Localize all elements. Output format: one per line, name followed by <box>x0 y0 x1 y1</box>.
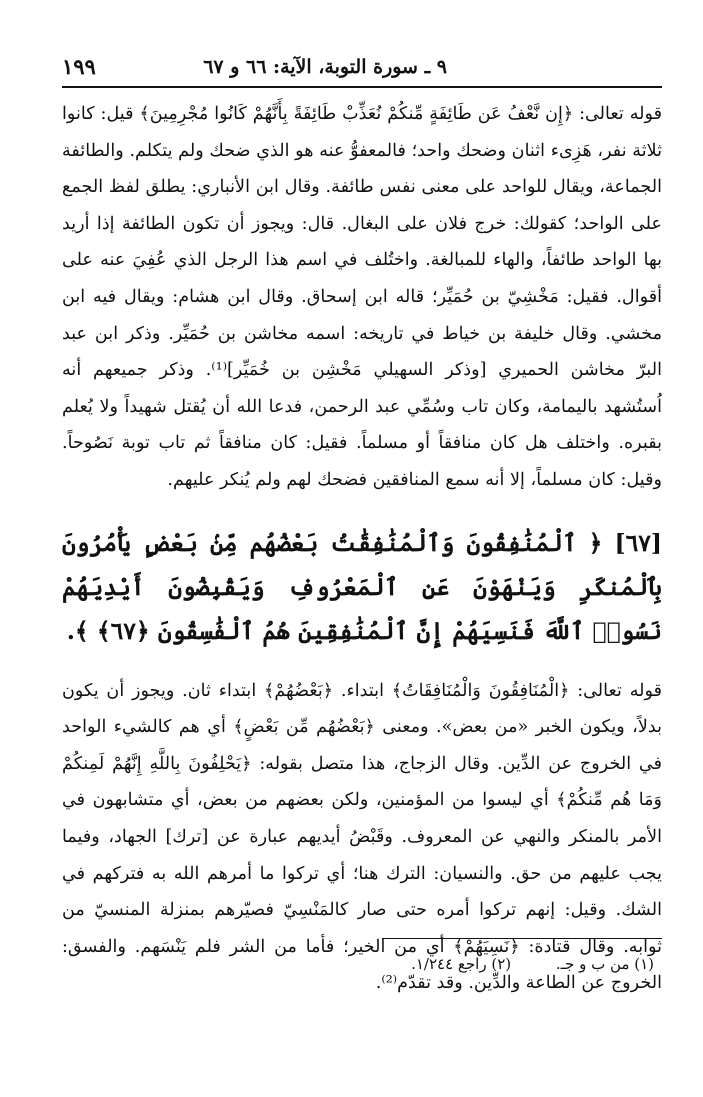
page-header <box>62 52 662 88</box>
commentary-verse-66 <box>62 96 662 499</box>
page <box>62 52 662 1002</box>
running-title: ٩ ـ سورة التوبة، الآية: ٦٦ و ٦٧ <box>203 56 447 78</box>
footnote-divider <box>382 938 662 939</box>
paragraph: قوله تعالى: ﴿الْمُنَافِقُونَ وَالْمُنَافِقَاتُ﴾ ابتداء. ﴿بَعْضُهُمْ﴾ ابتداء ثان. ويجوز أن يكون بدلاً، ويكون الخبر «من بعض». ومعنى ﴿بَعْضُهُم مِّن بَعْضٍ﴾ أي هم كالشيء الواحد في الخروج عن الدِّين. وقال الزجاج، هذا متصل بقوله: ﴿يَحْلِفُونَ بِاللَّهِ إِنَّهُمْ لَمِنكُمْ وَمَا هُم مِّنكُمْ﴾ أي ليسوا من المؤمنين، ولكن بعضهم من بعض، أي متشابهون في الأمر بالمنكر والنهي عن المعروف. وقَبْضُ أيديهم عبارة عن [ترك] الجهاد، وفيما يجب عليهم من حق. والنسيان: الترك هنا؛ أي تركوا ما أمرهم الله به فتركهم في الشك. وقيل: إنهم تركوا أمره حتى صار كالمَنْسِيّ فصيّرهم بمنزلة المنسيّ من ثوابه. وقال قتادة: ﴿نَسِيَهُمْ﴾ أي من الخير؛ فأما من الشر فلم يَنْسَهم. والفسق: الخروج عن الطاعة والدِّين. وقد تقدّم⁽²⁾. <box>62 680 662 994</box>
paragraph: قوله تعالى: ﴿إِن نَّعْفُ عَن طَائِفَةٍ مِّنكُمْ نُعَذِّبْ طَائِفَةً بِأَنَّهُمْ كَانُوا مُجْرِمِينَ﴾ قيل: كانوا ثلاثة نفر، هَزِىء اثنان وضحك واحد؛ فالمعفوُّ عنه هو الذي ضحك ولم يتكلم. والطائفة الجماعة، ويقال للواحد على معنى نفس طائفة. وقال ابن الأنباري: يطلق لفظ الجمع على الواحد؛ كقولك: خرج فلان على البغال. قال: ويجوز أن تكون الطائفة إذا أريد بها الواحد طائفاً، والهاء للمبالغة. واختُلف في اسم هذا الرجل الذي عُفِيَ عنه على أقوال. فقيل: مَخْشِيّ بن حُمَيِّر؛ قاله ابن إسحاق. وقال ابن هشام: ويقال فيه ابن مخشي. وقال خليفة بن خياط في تاريخه: اسمه مخاشن بن حُمَيِّر. وذكر ابن عبد البرّ مخاشن الحميري [وذكر السهيلي مَخْشِن بن خُمَيِّر]⁽¹⁾. وذكر جميعهم أنه اُستُشهد باليمامة، وكان تاب وسُمِّي عبد الرحمن، فدعا الله أن يُقتل شهيداً ولا يُعلم بقبره. واختلف هل كان منافقاً أو مسلماً. فقيل: كان منافقاً ثم تاب توبة نَصُوحاً. وقيل: كان مسلماً، إلا أنه سمع المنافقين فضحك لهم ولم يُنكر عليهم. <box>62 104 662 490</box>
footnote-2: (٢) راجع ١/٢٤٤. <box>411 955 512 973</box>
quran-verse-67: [٦٧] ﴿ ٱلْمُنَٰفِقُونَ وَٱلْمُنَٰفِقَٰتُ بَعْضُهُم مِّنۢ بَعْضٍ يَأْمُرُونَ بِٱلْمُنكَرِ وَيَنْهَوْنَ عَنِ ٱلْمَعْرُوفِ وَيَقْبِضُونَ أَيْدِيَهُمْ نَسُوا۟ ٱللَّهَ فَنَسِيَهُمْ إِنَّ ٱلْمُنَٰفِقِينَ هُمُ ٱلْفَٰسِقُونَ ﴿٦٧﴾ ﴾. <box>62 528 662 645</box>
page-number: ١٩٩ <box>62 54 96 79</box>
footnotes <box>371 955 654 973</box>
commentary-verse-67 <box>62 673 662 1002</box>
footnote-1: (١) من ب و جـ. <box>555 955 654 973</box>
